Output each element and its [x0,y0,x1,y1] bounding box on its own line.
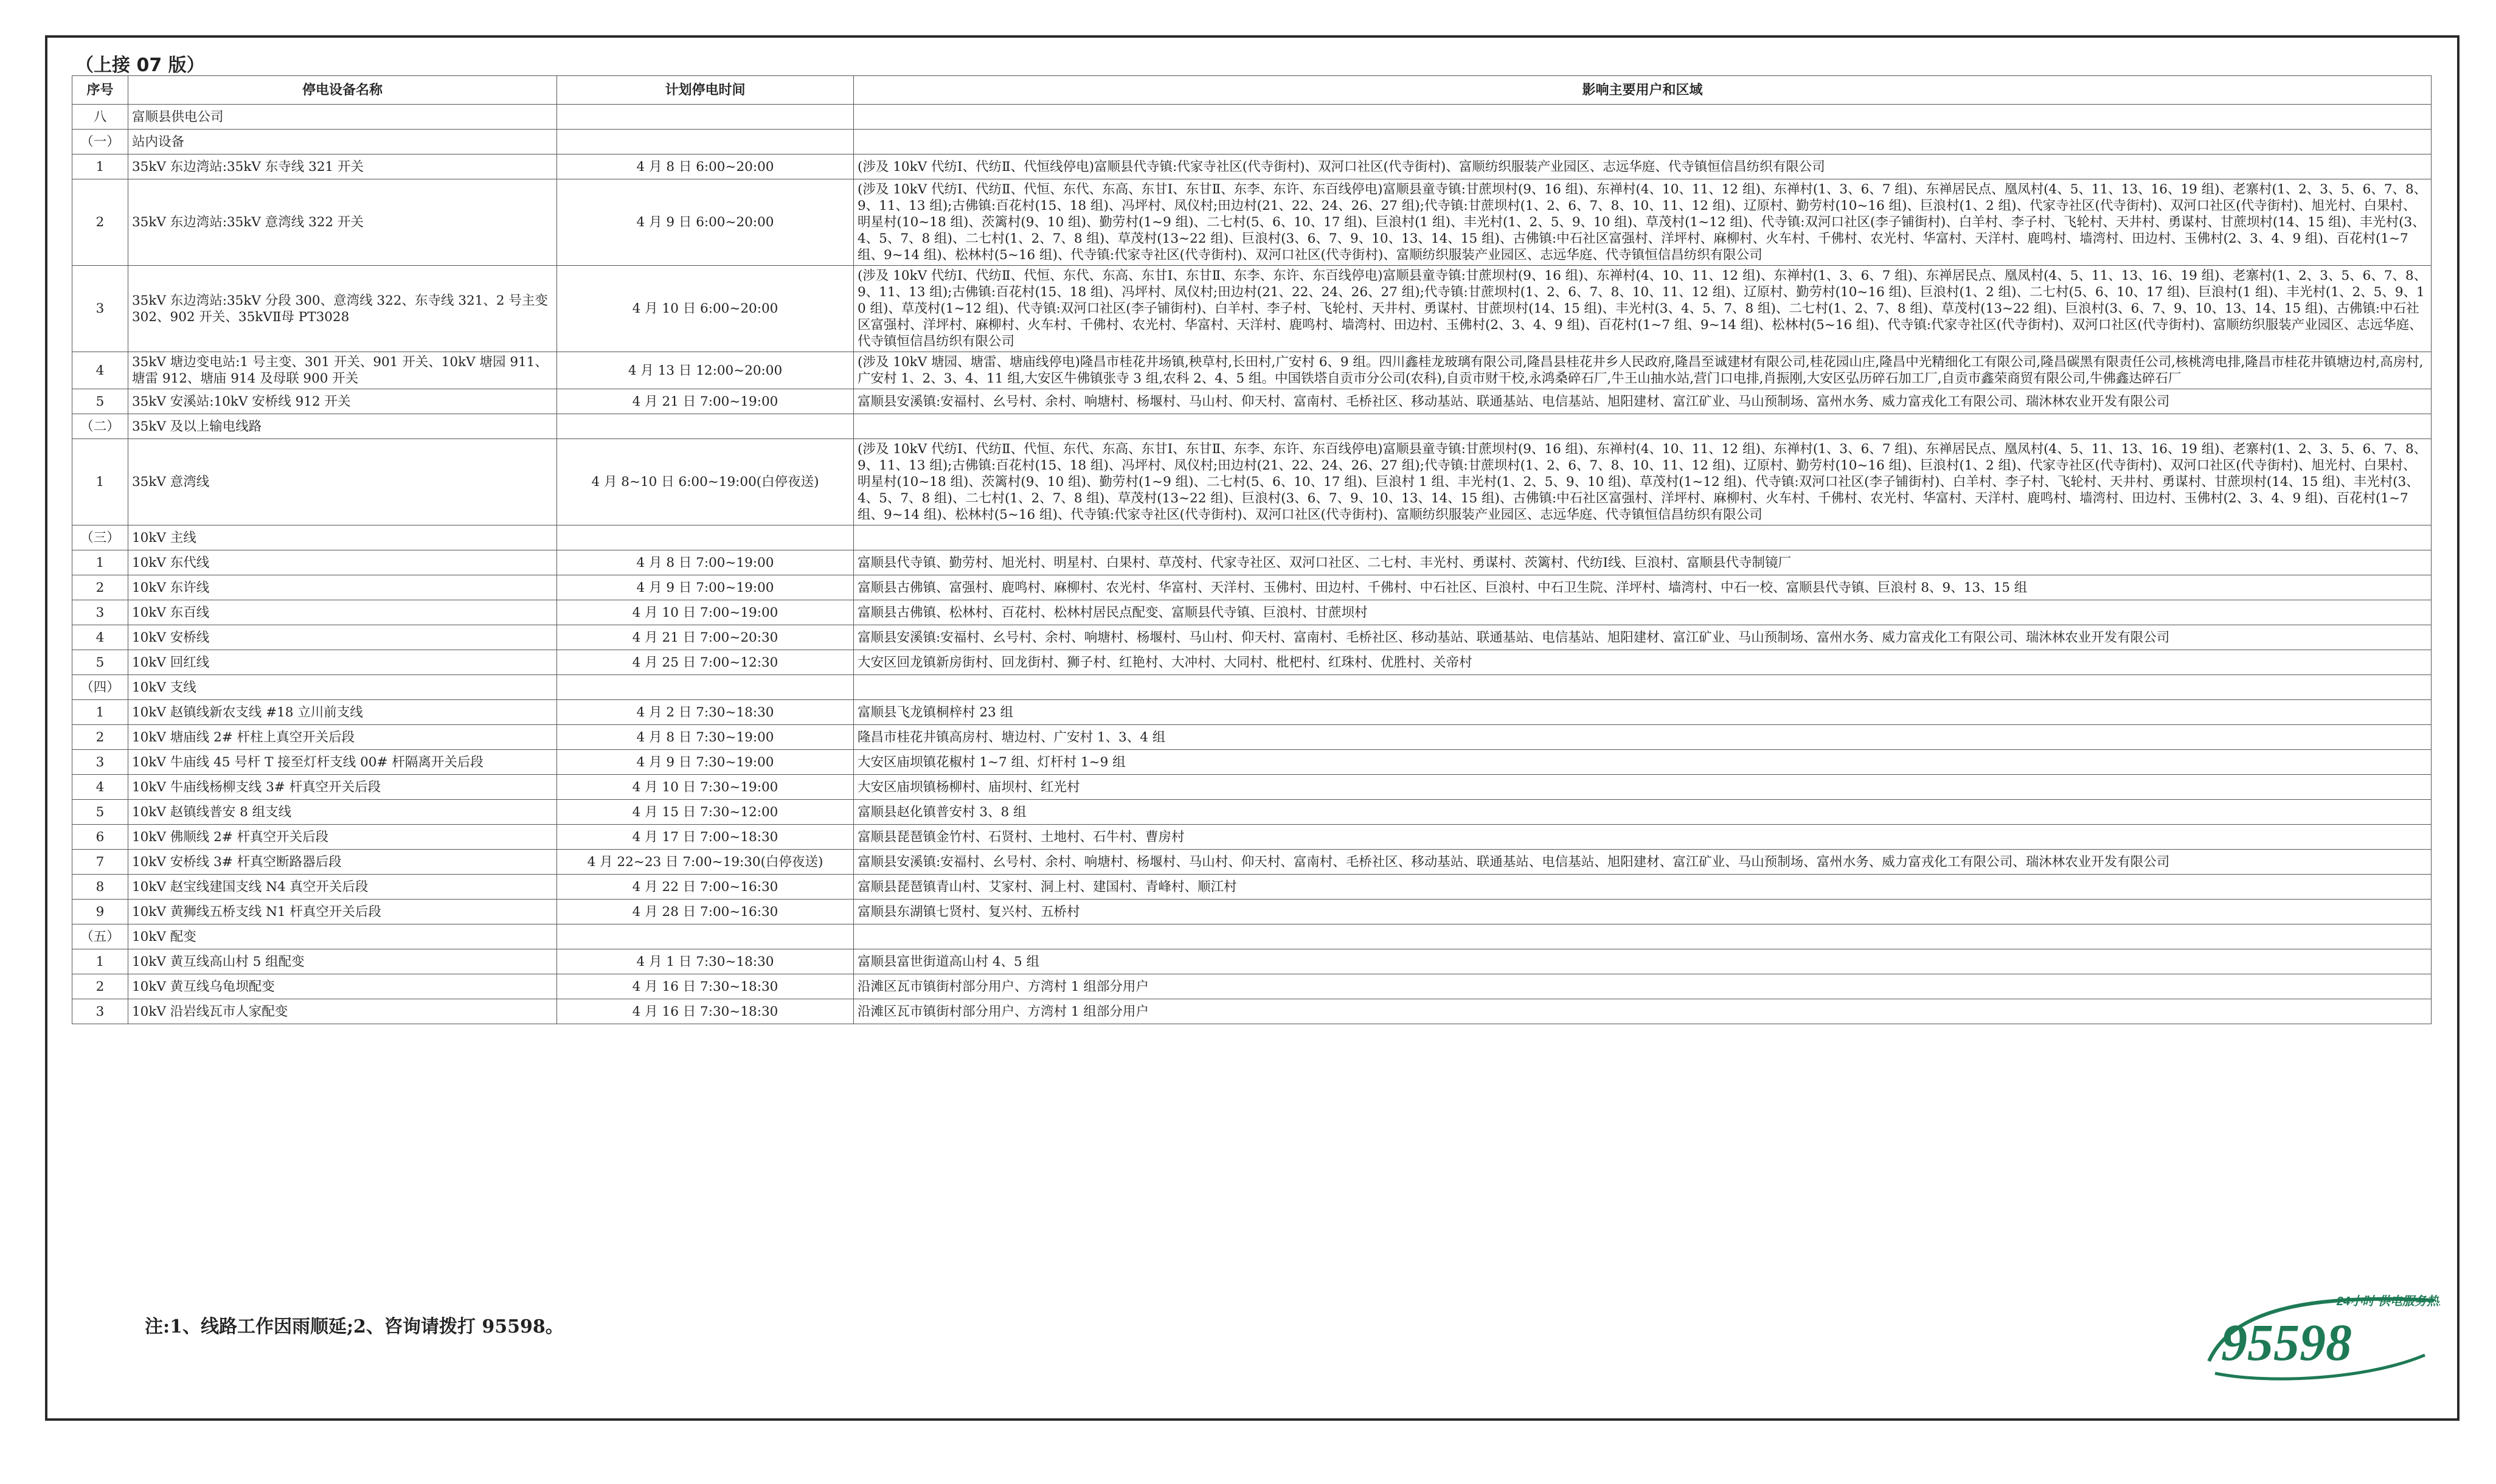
equipment-name: 10kV 佛顺线 2# 杆真空开关后段 [128,825,557,850]
table-row [72,750,2432,775]
outage-time: 4 月 9 日 6:00~20:00 [557,179,854,266]
empty-cell [557,414,854,439]
outage-time: 4 月 9 日 7:30~19:00 [557,750,854,775]
outage-schedule-table [72,75,2432,1024]
section-row [72,414,2432,439]
empty-cell [557,130,854,154]
table-row [72,179,2432,266]
table-row [72,625,2432,650]
row-number: 4 [72,775,128,800]
outage-time: 4 月 17 日 7:00~18:30 [557,825,854,850]
outage-time: 4 月 22~23 日 7:00~19:30(白停夜送) [557,850,854,875]
table-row [72,650,2432,675]
affected-area: (涉及 10kV 代纺Ⅰ、代纺Ⅱ、代恒线停电)富顺县代寺镇:代家寺社区(代寺街村)、双河口社区(代寺街村)、富顺纺织服装产业园区、志远华庭、代寺镇恒信昌纺织有限公司 [854,154,2432,179]
empty-cell [854,924,2432,949]
affected-area: (涉及 10kV 代纺Ⅰ、代纺Ⅱ、代恒、东代、东高、东甘Ⅰ、东甘Ⅱ、东李、东许、东百线停电)富顺县童寺镇:甘蔗坝村(9、16 组)、东禅村(4、10、11、12 组)、东禅村(1、3、6、7 组)、东禅居民点、凰凤村(4、5、11、13、16、19 组)、老寨村(1、2、3、5、6、7、8、9、11、13 组);古佛镇:百花村(15、18 组)、冯坪村、凤仪村;田边村(21、22、24、26、27 组);代寺镇:甘蔗坝村(1、2、6、7、8、10、11、12 组)、辽原村、勤劳村(10~16 组)、巨浪村(1、2 组)、代家寺社区(代寺街村)、双河口社区(代寺街村)、旭光村、白果村、明星村(10~18 组)、茨篱村(9、10 组)、勤劳村(1~9 组)、二七村(5、6、10、17 组)、巨浪村(1 组)、丰光村(1、2、5、9、10 组)、草茂村(1~12 组)、代寺镇:双河口社区(李子铺街村)、白羊村、李子村、飞轮村、天井村、勇谋村、甘蔗坝村(14、15 组)、丰光村(3、4、5、7、8 组)、二七村(1、2、7、8 组)、草茂村(13~22 组)、巨浪村(3、6、7、9、10、13、14、15 组)、古佛镇:中石社区富强村、洋坪村、麻柳村、火车村、千佛村、农光村、华富村、天洋村、鹿鸣村、墙湾村、田边村、玉佛村(2、3、4、9 组)、百花村(1~7 组、9~14 组)、松林村(5~16 组)、代寺镇:代家寺社区(代寺街村)、双河口社区(代寺街村)、富顺纺织服装产业园区、志远华庭、代寺镇恒信昌纺织有限公司 [854,179,2432,266]
table-row [72,775,2432,800]
affected-area: (涉及 10kV 塘园、塘雷、塘庙线停电)隆昌市桂花井场镇,秧草村,长田村,广安村 6、9 组。四川鑫桂龙玻璃有限公司,隆昌县桂花井乡人民政府,隆昌至诚建材有限公司,桂花园山庄,隆昌中光精细化工有限公司,隆昌碳黑有限责任公司,核桃湾电排,隆昌市桂花井镇塘边村,高房村,广安村 1、2、3、4、11 组,大安区牛佛镇张寺 3 组,农科 2、4、5 组。中国铁塔自贡市分公司(农科),自贡市财干校,永鸿桑碎石厂,牛王山抽水站,营门口电排,肖振刚,大安区弘历碎石加工厂,自贡市鑫荣商贸有限公司,牛佛鑫达碎石厂 [854,352,2432,389]
table-row [72,800,2432,825]
row-number: 2 [72,725,128,750]
table-row [72,550,2432,575]
equipment-name: 10kV 塘庙线 2# 杆柱上真空开关后段 [128,725,557,750]
header-time: 计划停电时间 [557,76,854,105]
table-row [72,700,2432,725]
affected-area: 富顺县东湖镇七贤村、复兴村、五桥村 [854,900,2432,924]
outage-time: 4 月 21 日 7:00~20:30 [557,625,854,650]
affected-area: 沿滩区瓦市镇街村部分用户、方湾村 1 组部分用户 [854,974,2432,999]
empty-cell [854,414,2432,439]
section-row [72,105,2432,130]
equipment-name: 10kV 黄互线乌龟坝配变 [128,974,557,999]
equipment-name: 35kV 东边湾站:35kV 东寺线 321 开关 [128,154,557,179]
equipment-name: 35kV 塘边变电站:1 号主变、301 开关、901 开关、10kV 塘园 911、塘雷 912、塘庙 914 及母联 900 开关 [128,352,557,389]
table-row [72,575,2432,600]
header-seq: 序号 [72,76,128,105]
outage-time: 4 月 10 日 7:00~19:00 [557,600,854,625]
affected-area: (涉及 10kV 代纺Ⅰ、代纺Ⅱ、代恒、东代、东高、东甘Ⅰ、东甘Ⅱ、东李、东许、东百线停电)富顺县童寺镇:甘蔗坝村(9、16 组)、东禅村(4、10、11、12 组)、东禅村(1、3、6、7 组)、东禅居民点、凰凤村(4、5、11、13、16、19 组)、老寨村(1、2、3、5、6、7、8、9、11、13 组);古佛镇:百花村(15、18 组)、冯坪村、凤仪村;田边村(21、22、24、26、27 组);代寺镇:甘蔗坝村(1、2、6、7、8、10、11、12 组)、辽原村、勤劳村(10~16 组)、巨浪村(1、2 组)、代家寺社区(代寺街村)、双河口社区(代寺街村)、旭光村、白果村、明星村(10~18 组)、茨篱村(9、10 组)、勤劳村(1~9 组)、二七村(5、6、10、17 组)、巨浪村 1 组、丰光村(1、2、5、9、10 组)、草茂村(1~12 组)、代寺镇:双河口社区(李子铺街村)、白羊村、李子村、飞轮村、天井村、勇谋村、甘蔗坝村(14、15 组)、丰光村(3、4、5、7、8 组)、二七村(1、2、7、8 组)、草茂村(13~22 组)、巨浪村(3、6、7、9、10、13、14、15 组)、古佛镇:中石社区富强村、洋坪村、麻柳村、火车村、千佛村、农光村、华富村、天洋村、鹿鸣村、墙湾村、田边村、玉佛村(2、3、4、9 组)、百花村(1~7 组、9~14 组)、松林村(5~16 组)、代寺镇:代家寺社区(代寺街村)、双河口社区(代寺街村)、富顺纺织服装产业园区、志远华庭、代寺镇恒信昌纺织有限公司 [854,439,2432,525]
section-title: 10kV 配变 [128,924,557,949]
table-row [72,725,2432,750]
row-number: 2 [72,974,128,999]
outage-time: 4 月 9 日 7:00~19:00 [557,575,854,600]
row-number: 5 [72,389,128,414]
section-row [72,924,2432,949]
empty-cell [557,924,854,949]
section-title: 富顺县供电公司 [128,105,557,130]
section-title: 10kV 主线 [128,525,557,550]
logo-number: 95598 [2221,1313,2352,1371]
table-row [72,999,2432,1024]
row-number: 2 [72,179,128,266]
affected-area: 富顺县富世街道高山村 4、5 组 [854,949,2432,974]
row-number: 6 [72,825,128,850]
table-row [72,974,2432,999]
section-title: 35kV 及以上输电线路 [128,414,557,439]
equipment-name: 35kV 东边湾站:35kV 意湾线 322 开关 [128,179,557,266]
row-number: 3 [72,750,128,775]
header-equipment: 停电设备名称 [128,76,557,105]
outage-time: 4 月 10 日 7:30~19:00 [557,775,854,800]
affected-area: 富顺县琵琶镇青山村、艾家村、洞上村、建国村、青峰村、顺江村 [854,875,2432,900]
affected-area: 大安区庙坝镇花椒村 1~7 组、灯杆村 1~9 组 [854,750,2432,775]
equipment-name: 10kV 牛庙线 45 号杆 T 接至灯杆支线 00# 杆隔离开关后段 [128,750,557,775]
row-number: 8 [72,875,128,900]
affected-area: 大安区庙坝镇杨柳村、庙坝村、红光村 [854,775,2432,800]
row-number: 1 [72,154,128,179]
row-number: 5 [72,650,128,675]
equipment-name: 35kV 意湾线 [128,439,557,525]
table-row [72,825,2432,850]
outage-time: 4 月 16 日 7:30~18:30 [557,974,854,999]
equipment-name: 10kV 回红线 [128,650,557,675]
table-header-row [72,76,2432,105]
row-number: 3 [72,999,128,1024]
section-number: （一） [72,130,128,154]
row-number: 1 [72,949,128,974]
section-title: 10kV 支线 [128,675,557,700]
equipment-name: 10kV 赵镇线普安 8 组支线 [128,800,557,825]
equipment-name: 10kV 沿岩线瓦市人家配变 [128,999,557,1024]
empty-cell [557,105,854,130]
row-number: 1 [72,550,128,575]
table-row [72,850,2432,875]
affected-area: 富顺县古佛镇、松林村、百花村、松林村居民点配变、富顺县代寺镇、巨浪村、甘蔗坝村 [854,600,2432,625]
outage-time: 4 月 13 日 12:00~20:00 [557,352,854,389]
outage-time: 4 月 8 日 6:00~20:00 [557,154,854,179]
affected-area: 富顺县飞龙镇桐梓村 23 组 [854,700,2432,725]
affected-area: 富顺县安溪镇:安福村、幺号村、余村、响塘村、杨堰村、马山村、仰天村、富南村、毛桥社区、移动基站、联通基站、电信基站、旭阳建材、富江矿业、马山预制场、富州水务、威力富戎化工有限公司、瑞沐林农业开发有限公司 [854,625,2432,650]
table-row [72,875,2432,900]
equipment-name: 10kV 东百线 [128,600,557,625]
table-row [72,154,2432,179]
affected-area: 富顺县赵化镇普安村 3、8 组 [854,800,2432,825]
section-number: （二） [72,414,128,439]
empty-cell [854,105,2432,130]
outage-time: 4 月 8 日 7:30~19:00 [557,725,854,750]
equipment-name: 10kV 黄互线高山村 5 组配变 [128,949,557,974]
section-number: （三） [72,525,128,550]
section-number: 八 [72,105,128,130]
table-row [72,900,2432,924]
affected-area: 沿滩区瓦市镇街村部分用户、方湾村 1 组部分用户 [854,999,2432,1024]
equipment-name: 35kV 东边湾站:35kV 分段 300、意湾线 322、东寺线 321、2 号主变 302、902 开关、35kVⅡ母 PT3028 [128,266,557,352]
affected-area: 隆昌市桂花井镇高房村、塘边村、广安村 1、3、4 组 [854,725,2432,750]
outage-time: 4 月 8 日 7:00~19:00 [557,550,854,575]
logo-tagline: 24小时 供电服务热线 [2337,1295,2440,1308]
equipment-name: 10kV 赵宝线建国支线 N4 真空开关后段 [128,875,557,900]
equipment-name: 35kV 安溪站:10kV 安桥线 912 开关 [128,389,557,414]
table-row [72,439,2432,525]
hotline-95598-logo [2197,1282,2440,1385]
row-number: 4 [72,625,128,650]
equipment-name: 10kV 牛庙线杨柳支线 3# 杆真空开关后段 [128,775,557,800]
table-row [72,949,2432,974]
outage-time: 4 月 25 日 7:00~12:30 [557,650,854,675]
table-row [72,352,2432,389]
equipment-name: 10kV 东代线 [128,550,557,575]
footnote: 注:1、线路工作因雨顺延;2、咨询请拨打 95598。 [145,1316,564,1337]
affected-area: (涉及 10kV 代纺Ⅰ、代纺Ⅱ、代恒、东代、东高、东甘Ⅰ、东甘Ⅱ、东李、东许、东百线停电)富顺县童寺镇:甘蔗坝村(9、16 组)、东禅村(4、10、11、12 组)、东禅村(1、3、6、7 组)、东禅居民点、凰凤村(4、5、11、13、16、19 组)、老寨村(1、2、3、5、6、7、8、9、11、13 组);古佛镇:百花村(15、18 组)、冯坪村、凤仪村;田边村(21、22、24、26、27 组);代寺镇:甘蔗坝村(1、2、6、7、8、10、11、12 组)、辽原村、勤劳村(10~16 组)、巨浪村(1、2 组)、二七村(5、6、10、17 组)、巨浪村(1 组)、丰光村(1、2、5、9、10 组)、草茂村(1~12 组)、代寺镇:双河口社区(李子铺街村)、白羊村、李子村、飞轮村、天井村、勇谋村、甘蔗坝村(14、15 组)、丰光村(3、4、5、7、8 组)、二七村(1、2、7、8 组)、草茂村(13~22 组)、巨浪村(3、6、7、9、10、13、14、15 组)、古佛镇:中石社区富强村、洋坪村、麻柳村、火车村、千佛村、农光村、华富村、天洋村、鹿鸣村、墙湾村、田边村、玉佛村(2、3、4、9 组)、百花村(1~7 组、9~14 组)、松林村(5~16 组)、代寺镇:代家寺社区(代寺街村)、双河口社区(代寺街村)、富顺纺织服装产业园区、志远华庭、代寺镇恒信昌纺织有限公司 [854,266,2432,352]
row-number: 9 [72,900,128,924]
affected-area: 富顺县代寺镇、勤劳村、旭光村、明星村、白果村、草茂村、代家寺社区、双河口社区、二七村、丰光村、勇谋村、茨篱村、代纺Ⅰ线、巨浪村、富顺县代寺制镜厂 [854,550,2432,575]
outage-time: 4 月 1 日 7:30~18:30 [557,949,854,974]
affected-area: 富顺县安溪镇:安福村、幺号村、余村、响塘村、杨堰村、马山村、仰天村、富南村、毛桥社区、移动基站、联通基站、电信基站、旭阳建材、富江矿业、马山预制场、富州水务、威力富戎化工有限公司、瑞沐林农业开发有限公司 [854,389,2432,414]
section-row [72,675,2432,700]
row-number: 5 [72,800,128,825]
row-number: 7 [72,850,128,875]
affected-area: 大安区回龙镇新房街村、回龙街村、狮子村、红艳村、大冲村、大同村、枇杷村、红珠村、优胜村、关帝村 [854,650,2432,675]
table-row [72,389,2432,414]
outage-time: 4 月 21 日 7:00~19:00 [557,389,854,414]
equipment-name: 10kV 安桥线 [128,625,557,650]
equipment-name: 10kV 安桥线 3# 杆真空断路器后段 [128,850,557,875]
table-row [72,600,2432,625]
row-number: 4 [72,352,128,389]
outage-time: 4 月 28 日 7:00~16:30 [557,900,854,924]
hotline-logo-graphic [2197,1282,2440,1385]
row-number: 3 [72,266,128,352]
row-number: 2 [72,575,128,600]
outage-time: 4 月 15 日 7:30~12:00 [557,800,854,825]
empty-cell [854,130,2432,154]
row-number: 1 [72,439,128,525]
table-row [72,266,2432,352]
empty-cell [854,525,2432,550]
equipment-name: 10kV 黄狮线五桥支线 N1 杆真空开关后段 [128,900,557,924]
header-affected-area: 影响主要用户和区域 [854,76,2432,105]
affected-area: 富顺县古佛镇、富强村、鹿鸣村、麻柳村、农光村、华富村、天洋村、玉佛村、田边村、千佛村、中石社区、巨浪村、中石卫生院、洋坪村、墙湾村、中石一校、富顺县代寺镇、巨浪村 8、9、13、15 组 [854,575,2432,600]
equipment-name: 10kV 赵镇线新农支线 #18 立川前支线 [128,700,557,725]
affected-area: 富顺县安溪镇:安福村、幺号村、余村、响塘村、杨堰村、马山村、仰天村、富南村、毛桥社区、移动基站、联通基站、电信基站、旭阳建材、富江矿业、马山预制场、富州水务、威力富戎化工有限公司、瑞沐林农业开发有限公司 [854,850,2432,875]
outage-time: 4 月 16 日 7:30~18:30 [557,999,854,1024]
continuation-label: （上接 07 版） [75,55,205,76]
empty-cell [557,675,854,700]
affected-area: 富顺县琵琶镇金竹村、石贤村、土地村、石牛村、曹房村 [854,825,2432,850]
empty-cell [557,525,854,550]
row-number: 1 [72,700,128,725]
section-title: 站内设备 [128,130,557,154]
row-number: 3 [72,600,128,625]
table-body [72,105,2432,1024]
section-number: （四） [72,675,128,700]
section-row [72,525,2432,550]
outage-time: 4 月 2 日 7:30~18:30 [557,700,854,725]
outage-time: 4 月 10 日 6:00~20:00 [557,266,854,352]
outage-time: 4 月 8~10 日 6:00~19:00(白停夜送) [557,439,854,525]
equipment-name: 10kV 东许线 [128,575,557,600]
outage-time: 4 月 22 日 7:00~16:30 [557,875,854,900]
section-row [72,130,2432,154]
empty-cell [854,675,2432,700]
section-number: （五） [72,924,128,949]
